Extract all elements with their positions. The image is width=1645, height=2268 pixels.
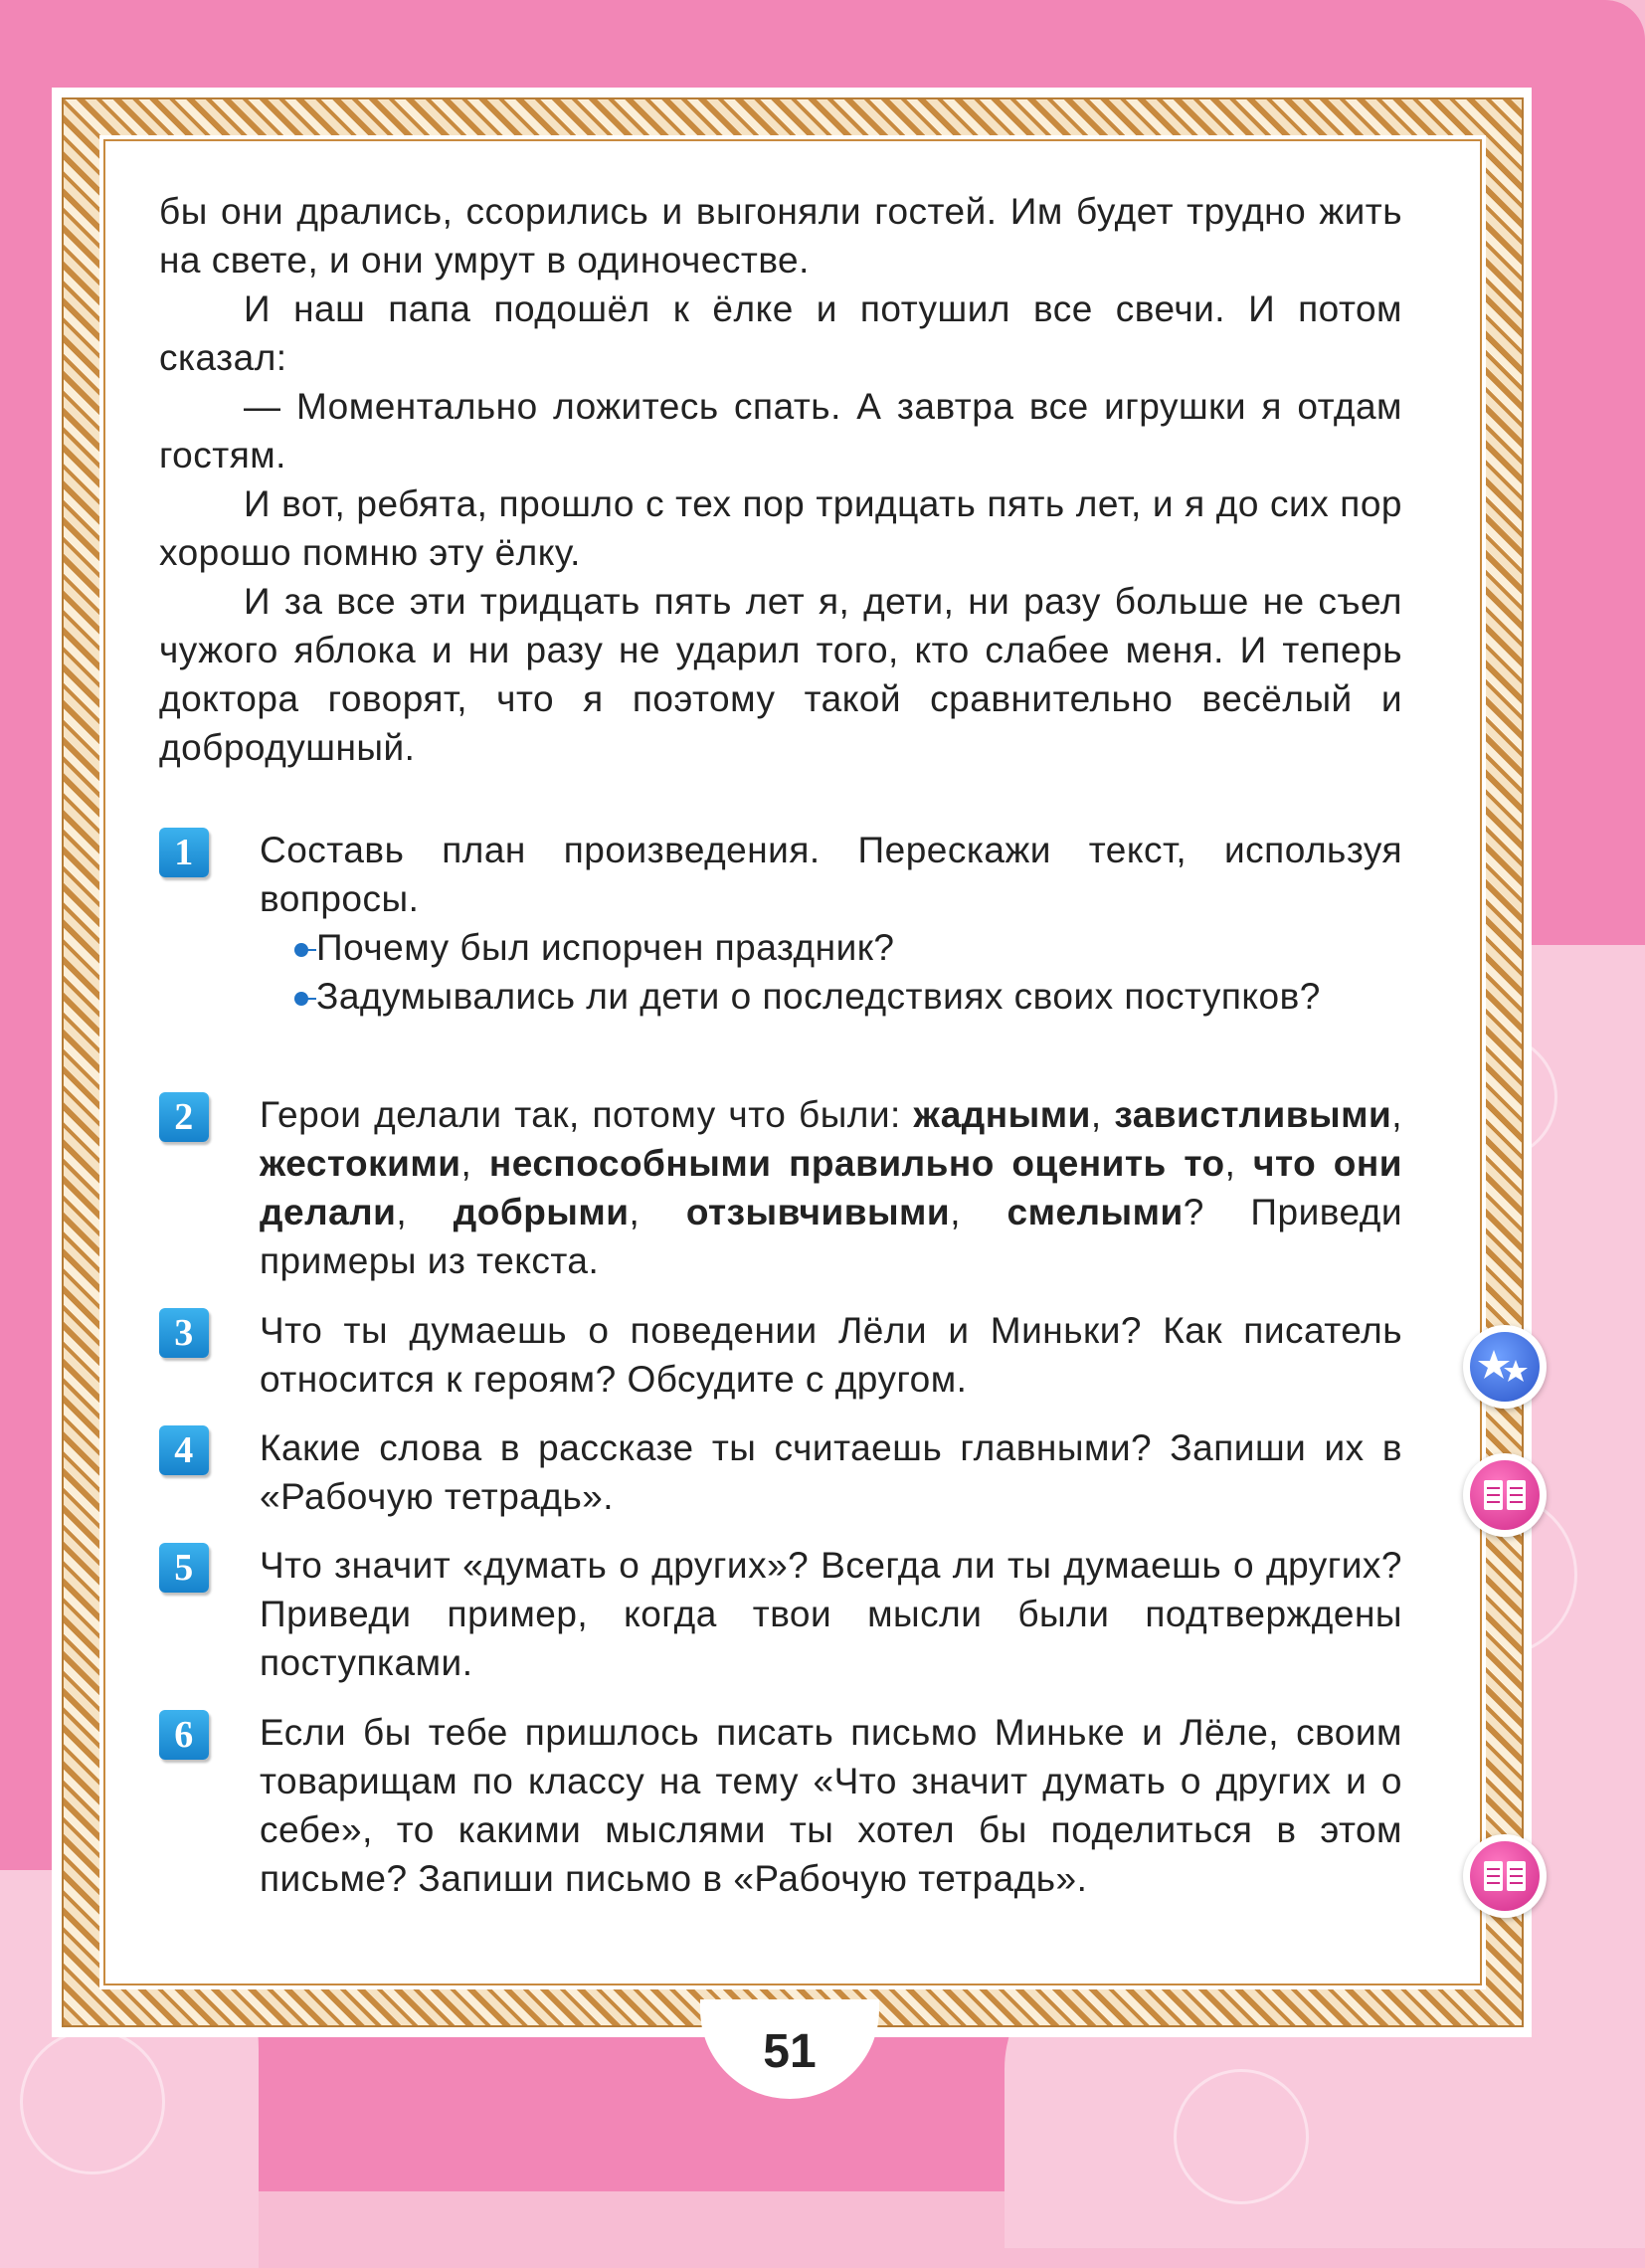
page-number: 51 (763, 2025, 817, 2078)
task-text: Составь план произведения. Перескажи текст, используя вопросы. (260, 830, 1402, 919)
story-paragraph: И вот, ребята, прошло с тех пор тридцать пять лет, и я до сих пор хорошо помню эту ёлку. (159, 483, 1402, 573)
task-text: Что значит «думать о других»? Всегда ли ты думаешь о других? Приведи пример, когда твои мысли были подтверждены поступками. (260, 1545, 1402, 1683)
open-book-icon[interactable] (1463, 1834, 1547, 1918)
task-number-badge: 1 (159, 828, 209, 877)
story-paragraph: — Моментально ложитесь спать. А завтра все игрушки я отдам гостям. (159, 386, 1402, 475)
two-stars-icon[interactable] (1463, 1325, 1547, 1409)
task-5 (159, 1541, 1402, 1687)
story-paragraph: И за все эти тридцать пять лет я, дети, ни разу больше не съел чужого яблока и ни разу не ударил того, кто слабее меня. И теперь доктора говорят, что я поэтому такой сравнительно весёлый и добродушный. (159, 581, 1402, 768)
task-number-badge: 6 (159, 1710, 209, 1760)
task-lead: Герои делали так, потому что были: (260, 1094, 901, 1135)
task-number-badge: 4 (159, 1425, 209, 1475)
story-paragraph: И наш папа подошёл к ёлке и потушил все свечи. И потом сказал: (159, 288, 1402, 378)
trait-word: смелыми (1006, 1192, 1184, 1232)
task-number-badge: 3 (159, 1308, 209, 1358)
question-text: Задумывались ли дети о последствиях своих поступков? (316, 976, 1321, 1017)
task-1 (159, 826, 1402, 1021)
trait-word: добрыми (453, 1192, 630, 1232)
trait-word: что они делали (260, 1143, 1402, 1232)
decor-swirl (20, 2029, 165, 2174)
trait-word: жестокими (260, 1143, 461, 1184)
question-bullet (276, 923, 1402, 972)
task-number-badge: 5 (159, 1543, 209, 1593)
question-text: Почему был испорчен праздник? (316, 927, 895, 968)
trait-word: отзывчивыми (685, 1192, 951, 1232)
task-text: Герои делали так, потому что были: жадными, завистливыми, жестокими, неспособными правильно оценить то, что они делали, добрыми, отзывчивыми, смелыми? Приведи примеры из текста. (260, 1094, 1403, 1281)
task-6 (159, 1708, 1402, 1903)
bullet-icon (294, 992, 308, 1006)
bullet-icon (294, 943, 308, 957)
trait-word: завистливыми (1114, 1094, 1392, 1135)
story-paragraph: бы они дрались, ссорились и выгоняли гостей. Им будет трудно жить на свете, и они умрут в одиночестве. (159, 191, 1402, 281)
task-text: Если бы тебе пришлось писать письмо Миньке и Лёле, своим товарищам по классу на тему «Что значит думать о других и о себе», то какими мыслями ты хотел бы поделиться в этом письме? Запиши письмо в «Рабочую тетрадь». (260, 1712, 1402, 1899)
trait-word: жадными (913, 1094, 1091, 1135)
trait-word: неспособными правильно оценить то (488, 1143, 1225, 1184)
decor-swirl (1174, 2069, 1309, 2204)
task-text: Какие слова в рассказе ты считаешь главными? Запиши их в «Рабочую тетрадь». (260, 1427, 1402, 1517)
open-book-icon[interactable] (1463, 1453, 1547, 1537)
task-3 (159, 1306, 1402, 1404)
story-text (159, 187, 1402, 772)
task-text: Что ты думаешь о поведении Лёли и Миньки? Как писатель относится к героям? Обсудите с другом. (260, 1310, 1402, 1400)
task-number-badge: 2 (159, 1092, 209, 1142)
task-4 (159, 1423, 1402, 1521)
question-bullet (276, 972, 1402, 1021)
task-tail: ? Приведи примеры из текста. (260, 1192, 1403, 1281)
task-2 (159, 1090, 1402, 1285)
